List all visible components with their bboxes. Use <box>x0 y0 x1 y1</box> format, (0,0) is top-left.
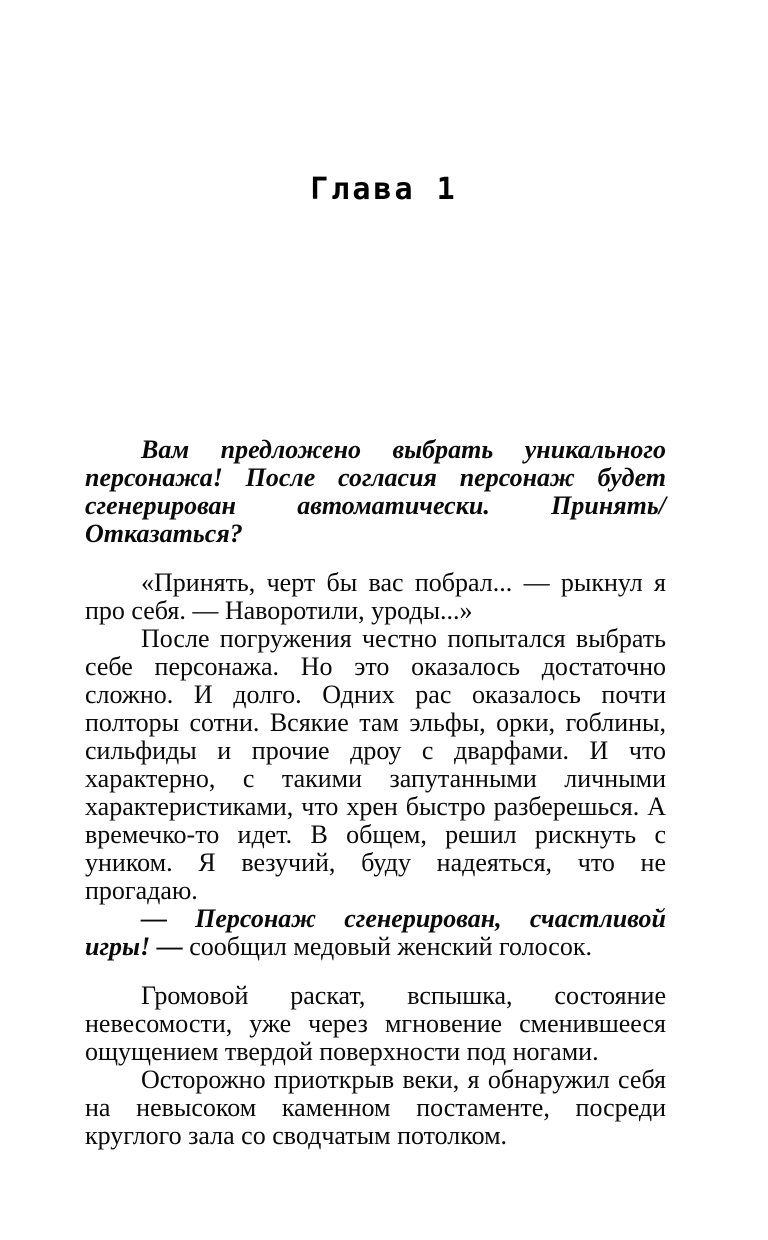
paragraph-inner-speech: «Принять, черт бы вас побрал... — рыкнул я про себя. — Наворотили, уроды...» <box>85 568 666 625</box>
paragraph-narration-3: Осторожно приоткрыв веки, я обнаружил себя на невысоком каменном постаменте, посреди круглого зала со сводчатым потолком. <box>85 1065 666 1150</box>
paragraph-system-message: Вам предложено выбрать уникального персонажа! После согласия персонаж будет сгенерирован автоматически. Принять/Отказаться? <box>85 435 666 548</box>
text-block <box>85 436 666 1150</box>
npc-dialog-lead: — Персонаж сгенерирован, счастливой игры! — <box>85 904 666 961</box>
paragraph-narration-2: Громовой раскат, вспышка, состояние невесомости, уже через мгновение сменившееся ощущением твердой поверхности под ногами. <box>85 981 666 1066</box>
chapter-title: Глава 1 <box>310 172 458 207</box>
paragraph-npc-dialog <box>85 905 666 961</box>
npc-dialog-rest: сообщил медовый женский голосок. <box>189 932 592 961</box>
paragraph-narration-1: После погружения честно попытался выбрать себе персонажа. Но это оказалось достаточно сложно. И долго. Одних рас оказалось почти полторы сотни. Всякие там эльфы, орки, гоблины, сильфиды и прочие дроу с дварфами. И что характерно, с такими запутанными личными характеристиками, что хрен быстро разберешься. А времечко-то идет. В общем, решил рискнуть с уником. Я везучий, буду надеяться, что не прогадаю. <box>85 624 666 905</box>
